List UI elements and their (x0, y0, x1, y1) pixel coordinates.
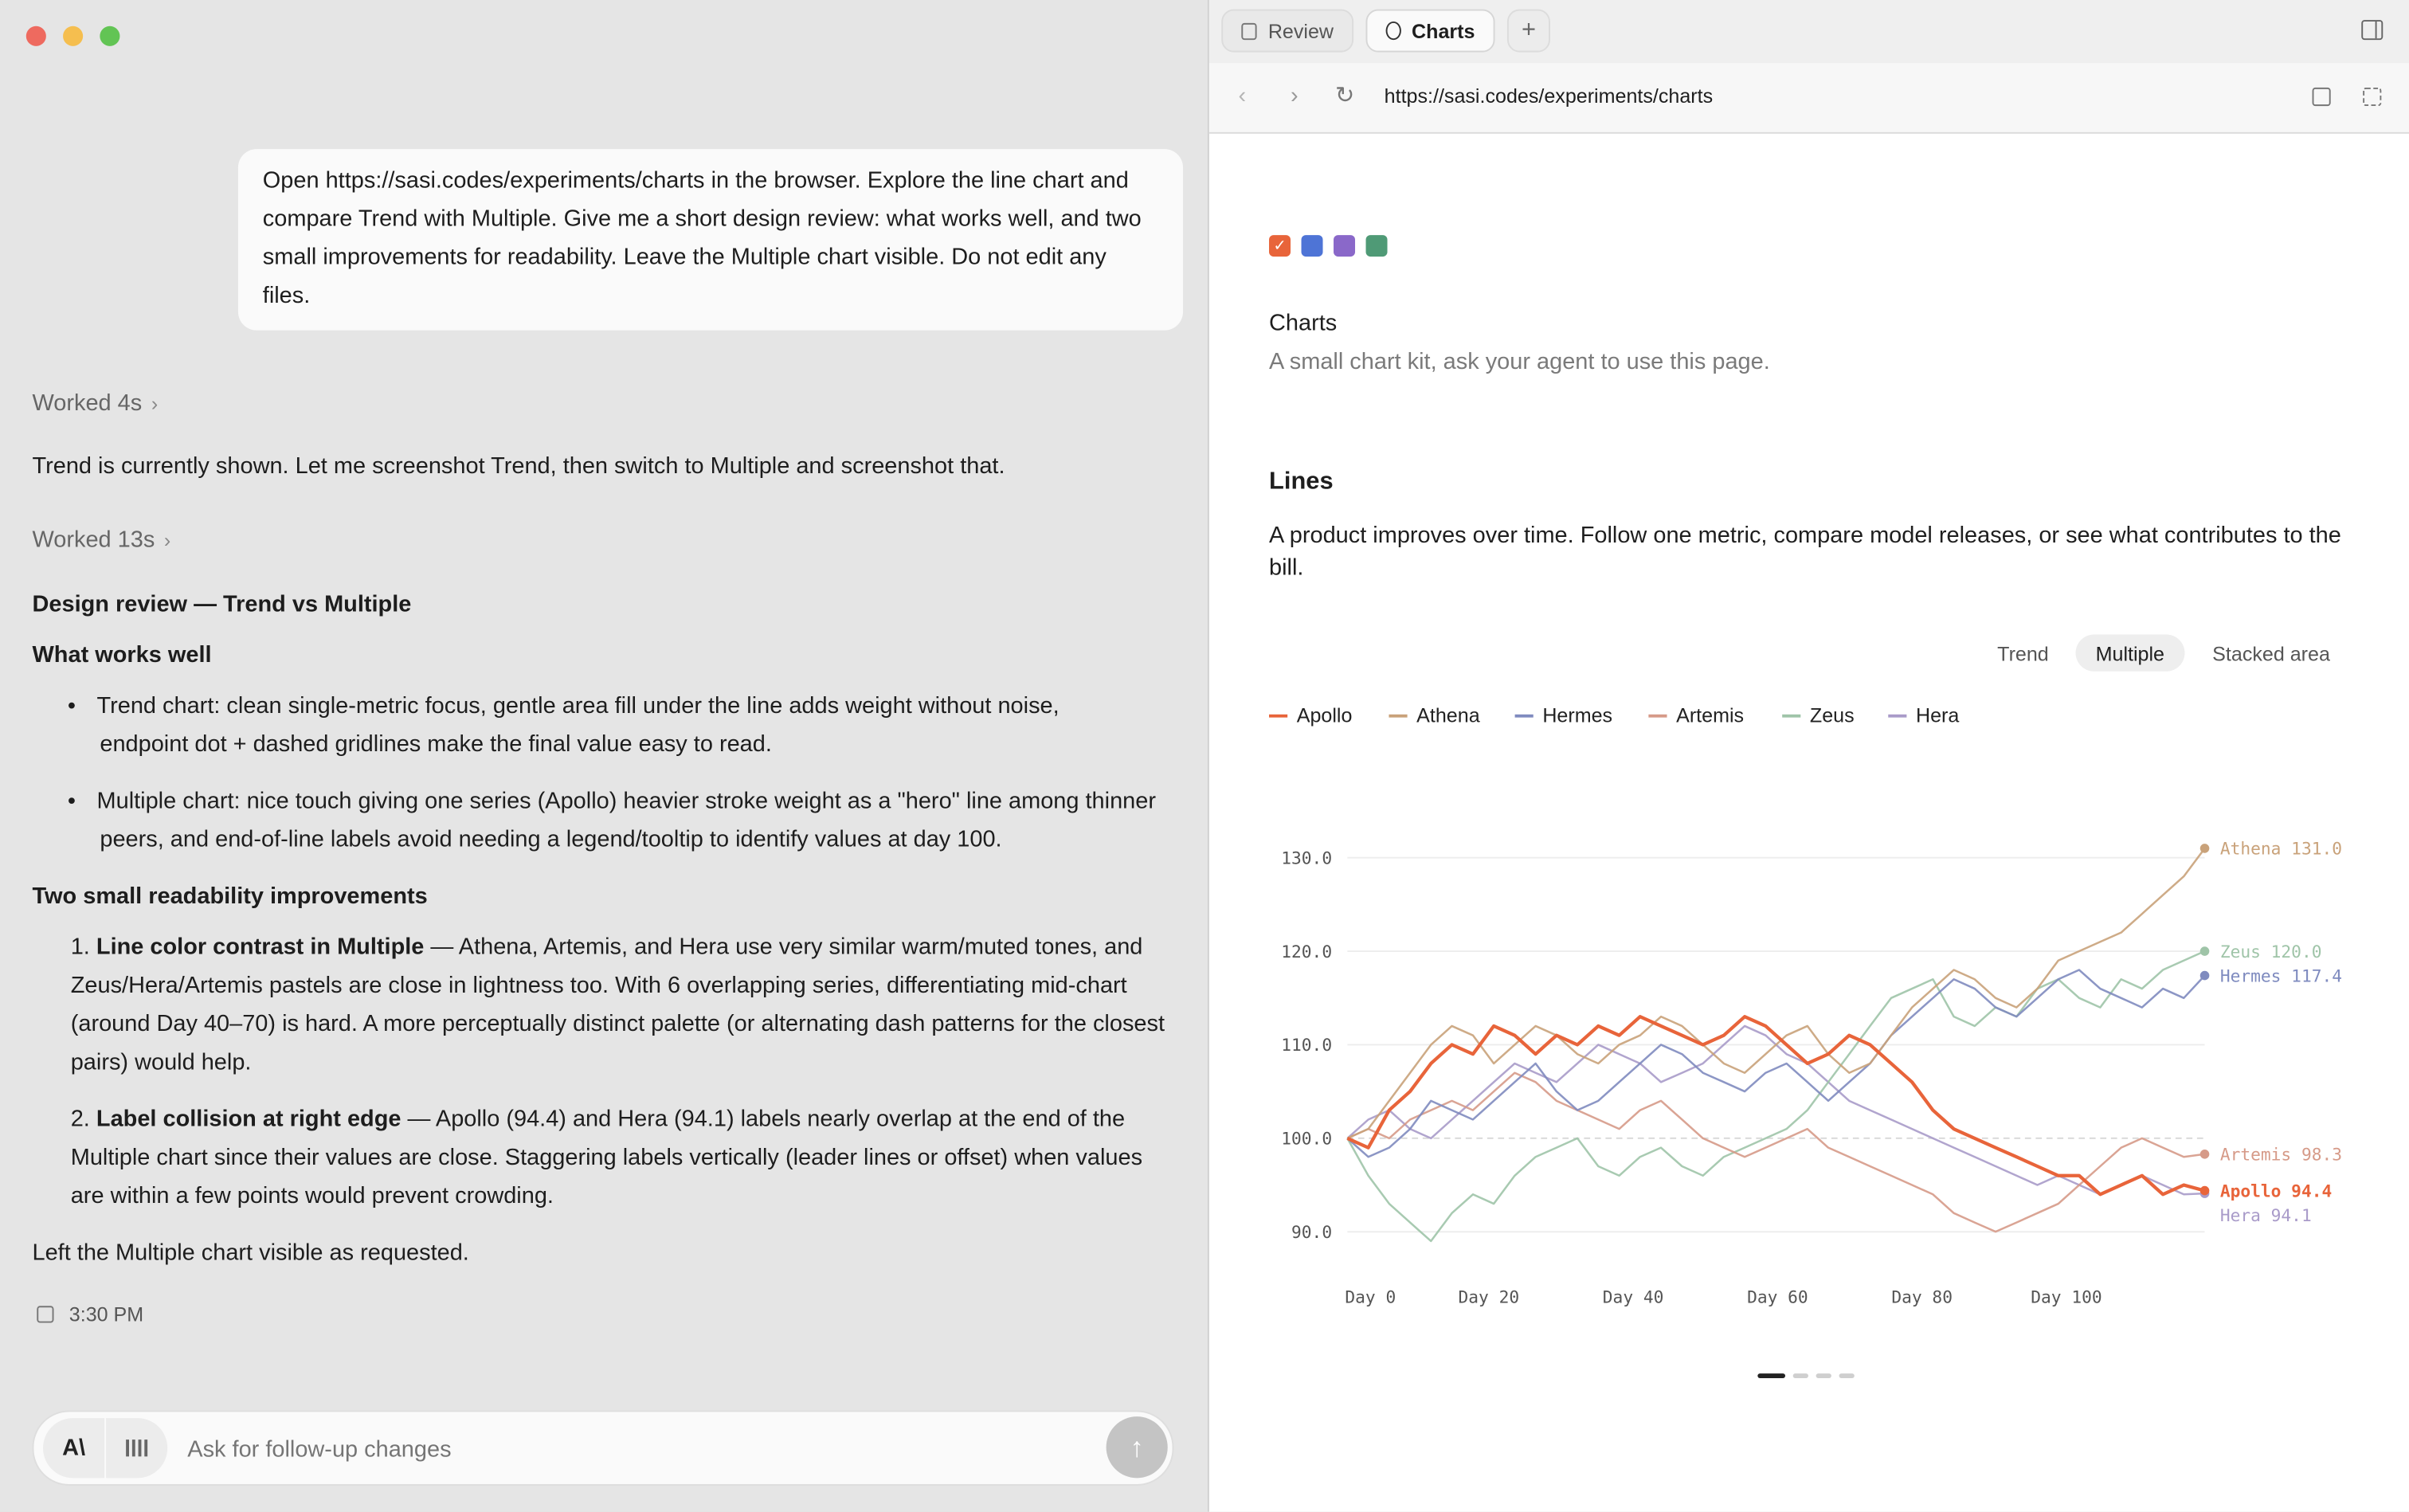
tab-bar (1209, 0, 2409, 65)
browser-pane (1208, 0, 2409, 1512)
end-point-apollo (2200, 1186, 2210, 1196)
composer (33, 1410, 1174, 1486)
copy-icon[interactable] (37, 1306, 53, 1322)
legend-hermes: Hermes (1515, 703, 1612, 727)
end-label-hera: Hera 94.1 (2219, 1205, 2312, 1226)
end-point-athena (2200, 844, 2210, 853)
end-label-zeus: Zeus 120.0 (2219, 942, 2322, 962)
page-dot[interactable] (1816, 1373, 1831, 1378)
screenshot-icon[interactable] (2363, 88, 2381, 106)
series-line-artemis (1347, 1073, 2204, 1232)
legend-zeus: Zeus (1782, 703, 1854, 727)
list-item: • Multiple chart: nice touch giving one series (Apollo) heavier stroke weight as a "hero" line among thinner peers, and end-of-line labels avoid needing a legend/tooltip to identify values at day 100. (71, 782, 1180, 859)
legend-apollo: Apollo (1269, 703, 1352, 727)
page-dot[interactable] (1839, 1373, 1855, 1378)
worked-label: Worked 4s (32, 390, 143, 417)
end-label-athena: Athena 131.0 (2219, 839, 2343, 860)
address-bar (1209, 63, 2409, 134)
follow-up-input[interactable] (184, 1428, 1097, 1471)
series-line-hermes (1347, 970, 2204, 1158)
end-point-zeus (2200, 946, 2210, 956)
swatch-orange-checkbox[interactable]: ✓ (1269, 235, 1291, 257)
legend-hera: Hera (1888, 703, 1959, 727)
url-field[interactable]: https://sasi.codes/experiments/charts (1384, 84, 1714, 108)
series-line-zeus (1347, 951, 2204, 1241)
mode-stacked-area[interactable]: Stacked area (2212, 641, 2330, 665)
timestamp: 3:30 PM (69, 1302, 144, 1326)
close-window-button[interactable] (26, 26, 46, 46)
x-tick-label: Day 60 (1747, 1287, 1808, 1308)
mode-trend[interactable]: Trend (1997, 641, 2049, 665)
message-meta (37, 1302, 143, 1326)
status-line: Trend is currently shown. Let me screenshot Trend, then switch to Multiple and screenshot that. (32, 452, 1005, 480)
bullet-icon: • (67, 788, 76, 815)
send-button[interactable] (1107, 1416, 1168, 1478)
worked-disclosure-2[interactable] (33, 527, 171, 554)
review-icon (1241, 22, 1257, 39)
page-indicator (1757, 1373, 1855, 1378)
end-point-artemis (2200, 1150, 2210, 1159)
y-tick-label: 130.0 (1281, 848, 1333, 869)
end-label-hermes: Hermes 117.4 (2219, 966, 2343, 987)
legend-athena: Athena (1389, 703, 1479, 727)
y-tick-label: 100.0 (1281, 1129, 1333, 1150)
reload-icon[interactable]: ↻ (1334, 83, 1355, 109)
line-chart (1209, 799, 2409, 1337)
swatch-purple[interactable] (1334, 235, 1355, 257)
user-message: Open https://sasi.codes/experiments/charts in the browser. Explore the line chart and compare Trend with Multiple. Give me a short design review: what works well, and two small improvements for readability. Leave the Multiple chart visible. Do not edit any files. (238, 149, 1183, 331)
worked-label: Worked 13s (32, 527, 155, 554)
works-well-heading: What works well (32, 642, 212, 668)
back-icon[interactable]: ‹ (1238, 83, 1247, 109)
x-tick-label: Day 0 (1345, 1287, 1396, 1308)
series-line-athena (1347, 848, 2204, 1138)
bullet-icon: • (67, 692, 76, 719)
list-item: 2. Label collision at right edge — Apollo (94.4) and Hera (94.1) labels nearly overlap at the end of the Multiple chart since their values are close. Staggering labels vertically (leader lines or offset) when values are within a few points would prevent crowding. (70, 1106, 1143, 1209)
tab-review[interactable]: Review (1221, 10, 1353, 53)
y-tick-label: 90.0 (1291, 1222, 1333, 1243)
waveform-icon (126, 1440, 147, 1456)
end-point-hermes (2200, 971, 2210, 981)
swatch-row (1269, 235, 1388, 257)
x-tick-label: Day 40 (1602, 1287, 1664, 1308)
annotate-icon[interactable] (2313, 88, 2331, 106)
x-tick-label: Day 80 (1891, 1287, 1953, 1308)
mode-multiple[interactable]: Multiple (2076, 635, 2185, 672)
section-title: Lines (1269, 468, 1334, 496)
swatch-blue[interactable] (1302, 235, 1323, 257)
y-tick-label: 110.0 (1281, 1036, 1333, 1056)
voice-button[interactable] (106, 1418, 167, 1478)
forward-icon[interactable]: › (1291, 83, 1299, 109)
worked-disclosure-1[interactable] (33, 390, 159, 417)
page-title: Charts (1269, 310, 1338, 337)
x-tick-label: Day 20 (1458, 1287, 1520, 1308)
new-tab-button[interactable] (1507, 10, 1550, 53)
chevron-right-icon: › (151, 391, 159, 415)
tab-charts[interactable]: Charts (1366, 10, 1495, 53)
y-tick-label: 120.0 (1281, 942, 1333, 962)
list-item: • Trend chart: clean single-metric focus, gentle area fill under the line adds weight without noise, endpoint dot + dashed gridlines make the final value easy to read. (71, 687, 1146, 763)
plus-icon: + (1521, 17, 1536, 44)
end-label-artemis: Artemis 98.3 (2219, 1145, 2343, 1165)
page-dot[interactable] (1793, 1373, 1808, 1378)
end-label-apollo: Apollo 94.4 (2219, 1181, 2333, 1202)
swatch-green[interactable] (1366, 235, 1388, 257)
minimize-window-button[interactable] (63, 26, 83, 46)
model-logo-button[interactable] (43, 1418, 104, 1478)
anthropic-logo-icon: A\ (62, 1435, 86, 1462)
series-line-apollo (1347, 1016, 2204, 1194)
maximize-window-button[interactable] (100, 26, 119, 46)
closing-line: Left the Multiple chart visible as requested. (32, 1240, 469, 1267)
legend-artemis: Artemis (1648, 703, 1744, 727)
x-tick-label: Day 100 (2031, 1287, 2102, 1308)
page-dot-active[interactable] (1757, 1373, 1785, 1378)
charts-icon (1386, 22, 1401, 40)
improvements-heading: Two small readability improvements (32, 883, 428, 910)
section-description: A product improves over time. Follow one metric, compare model releases, or see what contributes to the bill. (1269, 522, 2341, 582)
chevron-right-icon: › (163, 528, 171, 552)
arrow-up-icon: ↑ (1130, 1431, 1144, 1463)
sidebar-toggle-icon[interactable] (2361, 20, 2383, 40)
review-title: Design review — Trend vs Multiple (32, 591, 412, 618)
list-item: 1. Line color contrast in Multiple — Athena, Artemis, and Hera use very similar warm/muted tones, and Zeus/Hera/Artemis pastels are close in lightness too. With 6 overlapping series, differentiating mid-chart (around Day 40–70) is hard. A more perceptually distinct palette (or alternating dash patterns for the closest pairs) would help. (70, 934, 1165, 1076)
page-subtitle: A small chart kit, ask your agent to use this page. (1269, 348, 1770, 375)
